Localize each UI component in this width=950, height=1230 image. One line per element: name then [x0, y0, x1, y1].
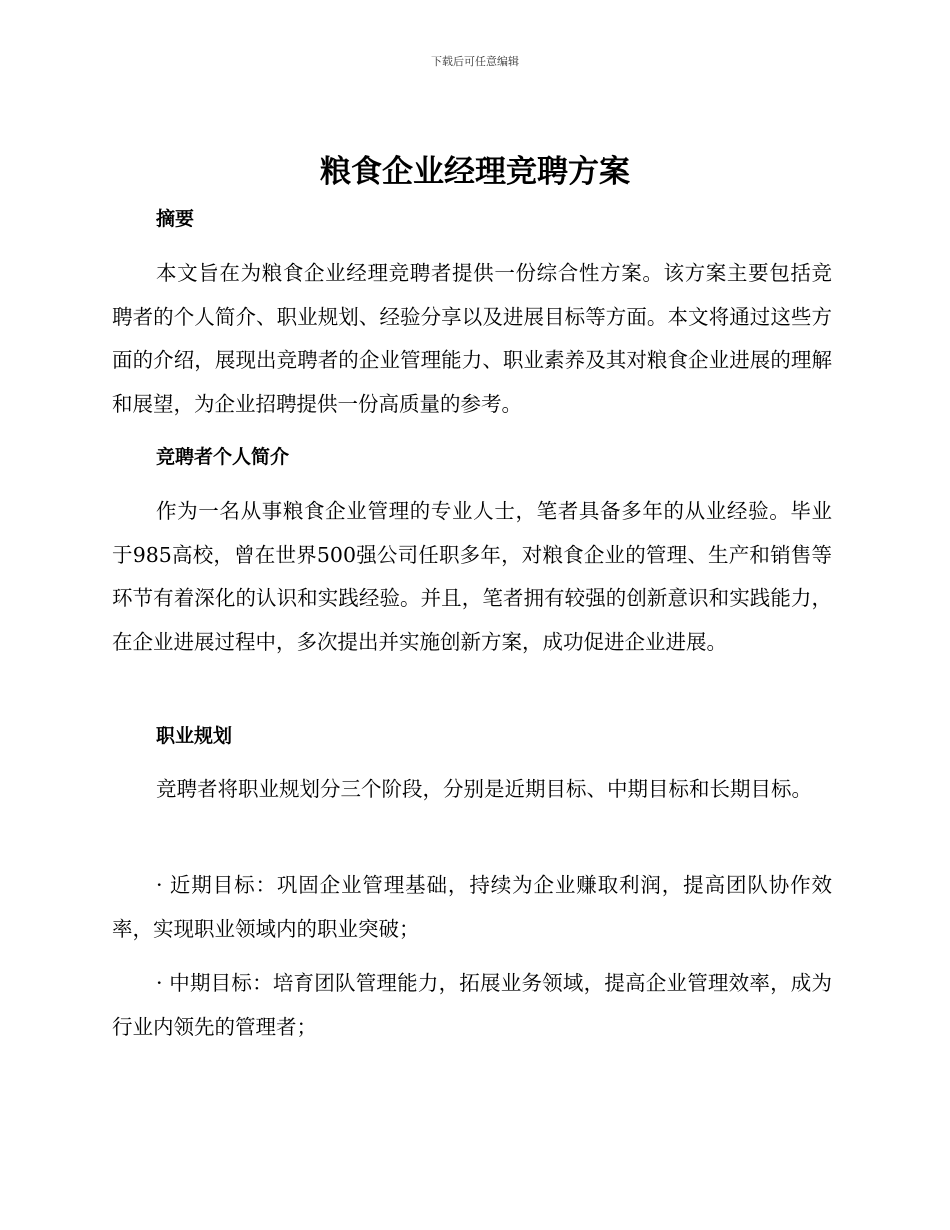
- page-header-note: 下载后可任意编辑: [431, 55, 519, 68]
- section-heading-career-plan: 职业规划: [156, 725, 233, 747]
- document-title: 粮食企业经理竞聘方案: [320, 154, 630, 190]
- bullet-mid-term-goal: · 中期目标：培育团队管理能力，拓展业务领域，提高企业管理效率，成为行业内领先的管理者；: [112, 971, 832, 1039]
- career-plan-paragraph: 竞聘者将职业规划分三个阶段，分别是近期目标、中期目标和长期目标。: [156, 777, 812, 801]
- bullet-near-term-goal: · 近期目标：巩固企业管理基础，持续为企业赚取利润，提高团队协作效率，实现职业领域内的职业突破；: [112, 873, 832, 941]
- section-heading-profile: 竞聘者个人简介: [156, 446, 290, 468]
- section-heading-abstract: 摘要: [156, 208, 195, 230]
- profile-paragraph: 作为一名从事粮食企业管理的专业人士，笔者具备多年的从业经验。毕业于985高校，曾在世界500强公司任职多年，对粮食企业的管理、生产和销售等环节有着深化的认识和实践经验。并且，笔者拥有较强的创新意识和实践能力，在企业进展过程中，多次提出并实施创新方案，成功促进企业进展。: [112, 499, 832, 654]
- abstract-paragraph: 本文旨在为粮食企业经理竞聘者提供一份综合性方案。该方案主要包括竞聘者的个人简介、职业规划、经验分享以及进展目标等方面。本文将通过这些方面的介绍，展现出竞聘者的企业管理能力、职业素养及其对粮食企业进展的理解和展望，为企业招聘提供一份高质量的参考。: [112, 261, 832, 416]
